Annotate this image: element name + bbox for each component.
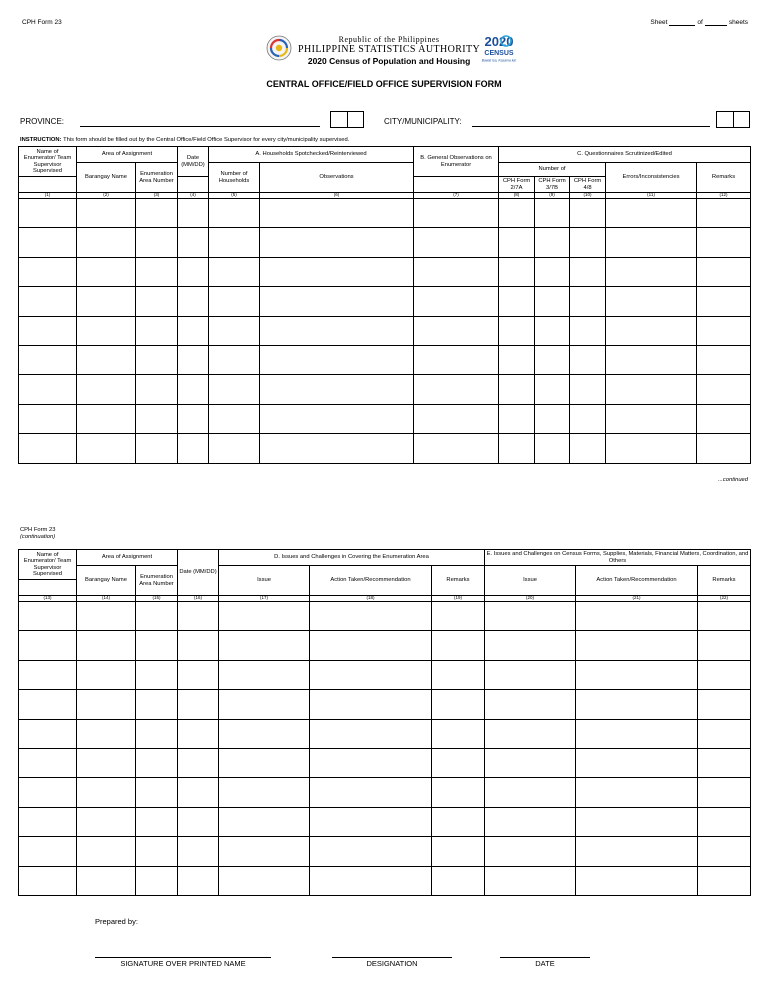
table-cell[interactable]	[432, 807, 485, 836]
table-cell[interactable]	[219, 748, 310, 777]
header-area-of-assignment: Area of Assignment	[77, 147, 178, 163]
city-municipality-field[interactable]	[472, 126, 710, 127]
logo-tagline: Bawat isa, Kasama ka!	[481, 58, 517, 63]
table-cell[interactable]	[178, 631, 219, 660]
table-row	[19, 866, 751, 895]
table-cell[interactable]	[499, 375, 535, 404]
table-cell[interactable]	[576, 690, 698, 719]
table-cell[interactable]	[136, 228, 178, 257]
table-cell[interactable]	[19, 778, 77, 807]
table-cell[interactable]	[698, 719, 751, 748]
continuation-table-body	[19, 602, 751, 896]
table-cell[interactable]	[414, 316, 499, 345]
table-cell[interactable]	[219, 719, 310, 748]
logo-word: CENSUS	[484, 50, 514, 57]
table-row	[19, 719, 751, 748]
table-cell[interactable]	[136, 748, 178, 777]
table-cell[interactable]	[570, 257, 606, 286]
signature-name-label: SIGNATURE OVER PRINTED NAME	[120, 959, 246, 968]
table-cell[interactable]	[77, 719, 136, 748]
table-cell[interactable]	[697, 375, 751, 404]
table-cell[interactable]	[77, 316, 136, 345]
table-cell[interactable]	[77, 228, 136, 257]
table-cell[interactable]	[77, 690, 136, 719]
table-cell[interactable]	[570, 434, 606, 463]
continuation-form-code-text: CPH Form 23	[20, 527, 56, 533]
table-cell[interactable]	[310, 778, 432, 807]
table-cell[interactable]	[219, 807, 310, 836]
designation-field[interactable]	[332, 957, 452, 968]
header-ea-number: Enumeration Area Number	[136, 163, 178, 193]
cont-header-ea-number: Enumeration Area Number	[136, 566, 178, 596]
table-cell[interactable]	[178, 375, 209, 404]
table-cell[interactable]	[136, 660, 178, 689]
table-cell[interactable]	[260, 257, 414, 286]
table-cell[interactable]	[178, 748, 219, 777]
table-cell[interactable]	[698, 631, 751, 660]
table-cell[interactable]	[260, 316, 414, 345]
psa-seal-icon	[266, 35, 292, 61]
table-cell[interactable]	[485, 778, 576, 807]
table-cell[interactable]	[499, 228, 535, 257]
table-cell[interactable]	[77, 287, 136, 316]
instruction-label: INSTRUCTION:	[20, 137, 62, 143]
table-cell[interactable]	[136, 257, 178, 286]
table-cell[interactable]	[310, 660, 432, 689]
designation-label: DESIGNATION	[366, 959, 418, 968]
table-cell[interactable]	[697, 287, 751, 316]
table-cell[interactable]	[209, 404, 260, 433]
table-cell[interactable]	[19, 404, 77, 433]
header-d-action: Action Taken/Recommendation	[310, 566, 432, 596]
table-cell[interactable]	[576, 660, 698, 689]
table-cell[interactable]	[485, 660, 576, 689]
header-general-observations: B. General Observations on Enumerator	[414, 147, 499, 177]
table-cell[interactable]	[19, 228, 77, 257]
sheets-label: sheets	[728, 19, 748, 26]
table-cell[interactable]	[535, 404, 570, 433]
table-cell[interactable]	[178, 434, 209, 463]
table-cell[interactable]	[698, 866, 751, 895]
table-cell[interactable]	[77, 866, 136, 895]
table-cell[interactable]	[576, 778, 698, 807]
table-cell[interactable]	[136, 375, 178, 404]
table-cell[interactable]	[414, 228, 499, 257]
table-cell[interactable]	[485, 719, 576, 748]
table-cell[interactable]	[260, 434, 414, 463]
table-cell[interactable]	[570, 404, 606, 433]
agency-block	[298, 35, 480, 66]
supervision-table	[18, 146, 751, 464]
table-cell[interactable]	[77, 199, 136, 228]
table-cell[interactable]	[414, 345, 499, 374]
table-cell[interactable]	[485, 837, 576, 866]
table-cell[interactable]	[77, 807, 136, 836]
header-errors-inconsistencies: Errors/Inconsistencies	[606, 163, 697, 193]
table-cell[interactable]	[209, 345, 260, 374]
table-cell[interactable]	[219, 631, 310, 660]
table-cell[interactable]	[697, 316, 751, 345]
table-cell[interactable]	[570, 199, 606, 228]
header-cph-form-4-8: CPH Form 4/8	[570, 177, 606, 193]
table-cell[interactable]	[606, 199, 697, 228]
signature-name-field[interactable]	[95, 957, 271, 968]
table-cell[interactable]	[432, 719, 485, 748]
column-number-row: (1) (2) (3) (4) (5) (6) (7) (8) (9) (10) (11) (12)	[19, 193, 751, 199]
table-cell[interactable]	[697, 199, 751, 228]
table-cell[interactable]	[136, 807, 178, 836]
header-e-issue: Issue	[485, 566, 576, 596]
table-cell[interactable]	[136, 631, 178, 660]
table-cell[interactable]	[77, 660, 136, 689]
table-cell[interactable]	[209, 287, 260, 316]
table-cell[interactable]	[178, 807, 219, 836]
table-cell[interactable]	[209, 375, 260, 404]
table-cell[interactable]	[698, 778, 751, 807]
table-cell[interactable]	[178, 602, 219, 631]
table-cell[interactable]	[136, 837, 178, 866]
header-number-of: Number of	[499, 163, 606, 177]
header-e-action: Action Taken/Recommendation	[576, 566, 698, 596]
table-cell[interactable]	[499, 404, 535, 433]
header-issues-census-forms: E. Issues and Challenges on Census Forms, Supplies, Materials, Financial Matters, Coordination, and Others	[485, 550, 751, 566]
table-cell[interactable]	[535, 257, 570, 286]
table-cell[interactable]	[19, 345, 77, 374]
table-cell[interactable]	[209, 316, 260, 345]
table-cell[interactable]	[570, 316, 606, 345]
table-cell[interactable]	[570, 228, 606, 257]
table-cell[interactable]	[697, 404, 751, 433]
city-municipality-label: CITY/MUNICIPALITY:	[384, 117, 462, 126]
table-cell[interactable]	[219, 866, 310, 895]
header-cph-form-2-7a: CPH Form 2/7A	[499, 177, 535, 193]
table-cell[interactable]	[178, 228, 209, 257]
table-cell[interactable]	[136, 199, 178, 228]
table-cell[interactable]	[219, 602, 310, 631]
table-cell[interactable]	[576, 866, 698, 895]
table-cell[interactable]	[19, 866, 77, 895]
table-cell[interactable]	[77, 748, 136, 777]
table-cell[interactable]	[535, 434, 570, 463]
republic-text: Republic of the Philippines	[338, 35, 440, 44]
header-d-remarks: Remarks	[432, 566, 485, 596]
table-cell[interactable]	[535, 345, 570, 374]
table-cell[interactable]	[136, 602, 178, 631]
table-row	[19, 690, 751, 719]
header-d-issue: Issue	[219, 566, 310, 596]
table-cell[interactable]	[77, 631, 136, 660]
table-cell[interactable]	[499, 345, 535, 374]
table-cell[interactable]	[698, 690, 751, 719]
table-cell[interactable]	[19, 199, 77, 228]
table-cell[interactable]	[310, 748, 432, 777]
table-cell[interactable]	[606, 434, 697, 463]
table-cell[interactable]	[19, 375, 77, 404]
table-cell[interactable]	[260, 345, 414, 374]
table-cell[interactable]	[576, 837, 698, 866]
table-cell[interactable]	[310, 602, 432, 631]
table-cell[interactable]	[432, 866, 485, 895]
table-cell[interactable]	[178, 404, 209, 433]
table-cell[interactable]	[178, 837, 219, 866]
table-cell[interactable]	[432, 837, 485, 866]
table-cell[interactable]	[535, 375, 570, 404]
header-remarks: Remarks	[697, 163, 751, 193]
table-cell[interactable]	[178, 866, 219, 895]
sheet-counter	[650, 19, 748, 26]
table-cell[interactable]	[697, 434, 751, 463]
table-cell[interactable]	[606, 228, 697, 257]
instruction-text: This form should be filled out by the Central Office/Field Office Supervisor for every city/municipality supervised.	[63, 137, 350, 143]
table-cell[interactable]	[414, 199, 499, 228]
census-2020-logo-icon	[478, 33, 520, 63]
sheet-number-field[interactable]	[669, 19, 695, 26]
table-cell[interactable]	[432, 778, 485, 807]
table-cell[interactable]	[136, 434, 178, 463]
table-cell[interactable]	[178, 660, 219, 689]
continued-note: ...continued	[718, 477, 748, 483]
table-cell[interactable]	[19, 316, 77, 345]
sheet-label: Sheet	[650, 19, 668, 26]
table-cell[interactable]	[698, 602, 751, 631]
cont-header-area-of-assignment: Area of Assignment	[77, 550, 178, 566]
table-cell[interactable]	[606, 404, 697, 433]
header-questionnaires-scrutinized: C. Questionnaires Scrutinized/Edited	[499, 147, 751, 163]
table-cell[interactable]	[414, 375, 499, 404]
table-cell[interactable]	[606, 257, 697, 286]
table-cell[interactable]	[485, 631, 576, 660]
table-cell[interactable]	[136, 866, 178, 895]
table-cell[interactable]	[697, 345, 751, 374]
table-cell[interactable]	[260, 287, 414, 316]
table-cell[interactable]	[178, 316, 209, 345]
table-row	[19, 807, 751, 836]
table-cell[interactable]	[576, 807, 698, 836]
continuation-table	[18, 549, 751, 896]
form-title: CENTRAL OFFICE/FIELD OFFICE SUPERVISION FORM	[266, 79, 502, 89]
table-cell[interactable]	[432, 631, 485, 660]
cont-header-barangay-name: Barangay Name	[77, 566, 136, 596]
table-cell[interactable]	[178, 199, 209, 228]
table-cell[interactable]	[219, 660, 310, 689]
table-cell[interactable]	[260, 199, 414, 228]
table-cell[interactable]	[310, 690, 432, 719]
table-cell[interactable]	[310, 807, 432, 836]
table-cell[interactable]	[570, 345, 606, 374]
table-cell[interactable]	[414, 257, 499, 286]
table-cell[interactable]	[576, 719, 698, 748]
table-cell[interactable]	[19, 434, 77, 463]
city-code-boxes[interactable]	[716, 111, 750, 128]
header-cph-form-3-7b: CPH Form 3/7B	[535, 177, 570, 193]
header-observations: Observations	[260, 163, 414, 193]
table-cell[interactable]	[19, 631, 77, 660]
total-sheets-field[interactable]	[705, 19, 727, 26]
table-row	[19, 345, 751, 374]
table-cell[interactable]	[310, 719, 432, 748]
table-cell[interactable]	[136, 778, 178, 807]
table-row	[19, 631, 751, 660]
table-cell[interactable]	[19, 807, 77, 836]
table-cell[interactable]	[19, 287, 77, 316]
table-cell[interactable]	[499, 316, 535, 345]
cont-header-date: Date (MM/DD)	[178, 550, 219, 596]
table-cell[interactable]	[606, 316, 697, 345]
table-cell[interactable]	[136, 316, 178, 345]
table-cell[interactable]	[698, 837, 751, 866]
table-cell[interactable]	[219, 837, 310, 866]
table-cell[interactable]	[499, 434, 535, 463]
table-cell[interactable]	[432, 748, 485, 777]
table-row	[19, 257, 751, 286]
province-code-boxes[interactable]	[330, 111, 364, 128]
table-cell[interactable]	[19, 602, 77, 631]
table-cell[interactable]	[606, 287, 697, 316]
table-row	[19, 199, 751, 228]
table-cell[interactable]	[499, 199, 535, 228]
table-cell[interactable]	[209, 434, 260, 463]
table-cell[interactable]	[178, 690, 219, 719]
table-cell[interactable]	[209, 228, 260, 257]
table-cell[interactable]	[698, 660, 751, 689]
table-cell[interactable]	[19, 837, 77, 866]
table-cell[interactable]	[77, 404, 136, 433]
table-cell[interactable]	[19, 748, 77, 777]
table-row	[19, 602, 751, 631]
table-cell[interactable]	[77, 375, 136, 404]
table-cell[interactable]	[606, 375, 697, 404]
header-date: Date (MM/DD)	[178, 147, 209, 177]
table-row	[19, 778, 751, 807]
table-cell[interactable]	[697, 228, 751, 257]
table-cell[interactable]	[535, 199, 570, 228]
table-row	[19, 375, 751, 404]
table-cell[interactable]	[485, 866, 576, 895]
table-cell[interactable]	[260, 375, 414, 404]
instruction	[20, 137, 349, 143]
table-cell[interactable]	[136, 287, 178, 316]
table-cell[interactable]	[19, 690, 77, 719]
header-name-supervised: Name of Enumerator/ Team Supervisor Supervised	[19, 147, 77, 177]
continuation-form-code	[20, 527, 55, 541]
table-cell[interactable]	[178, 345, 209, 374]
table-cell[interactable]	[209, 257, 260, 286]
table-cell[interactable]	[499, 257, 535, 286]
table-cell[interactable]	[178, 719, 219, 748]
header-households-spotchecked: A. Households Spotchecked/Reinterviewed	[209, 147, 414, 163]
prepared-by-label: Prepared by:	[95, 917, 138, 926]
table-cell[interactable]	[77, 837, 136, 866]
table-cell[interactable]	[219, 778, 310, 807]
table-cell[interactable]	[178, 778, 219, 807]
of-label: of	[697, 19, 703, 26]
table-row	[19, 404, 751, 433]
table-cell[interactable]	[178, 257, 209, 286]
table-cell[interactable]	[570, 287, 606, 316]
table-cell[interactable]	[219, 690, 310, 719]
table-row	[19, 316, 751, 345]
table-cell[interactable]	[485, 748, 576, 777]
table-row	[19, 228, 751, 257]
table-cell[interactable]	[136, 345, 178, 374]
header-e-remarks: Remarks	[698, 566, 751, 596]
header-issues-enumeration-area: D. Issues and Challenges in Covering the Enumeration Area	[219, 550, 485, 566]
table-row	[19, 434, 751, 463]
table-cell[interactable]	[77, 434, 136, 463]
agency-name: PHILIPPINE STATISTICS AUTHORITY	[298, 44, 481, 55]
table-cell[interactable]	[485, 807, 576, 836]
form-code: CPH Form 23	[22, 19, 62, 26]
date-label: DATE	[535, 959, 555, 968]
table-cell[interactable]	[209, 199, 260, 228]
supervision-table-body	[19, 199, 751, 464]
table-cell[interactable]	[432, 602, 485, 631]
table-cell[interactable]	[432, 660, 485, 689]
table-cell[interactable]	[310, 866, 432, 895]
table-cell[interactable]	[310, 631, 432, 660]
header-number-of-households: Number of Households	[209, 163, 260, 193]
cont-column-number-row: (13) (14) (15) (16) (17) (18) (19) (20) (21) (22)	[19, 596, 751, 602]
header-barangay-name: Barangay Name	[77, 163, 136, 193]
table-cell[interactable]	[414, 404, 499, 433]
table-row	[19, 287, 751, 316]
table-cell[interactable]	[576, 748, 698, 777]
table-cell[interactable]	[698, 807, 751, 836]
table-cell[interactable]	[485, 690, 576, 719]
table-cell[interactable]	[570, 375, 606, 404]
table-cell[interactable]	[535, 287, 570, 316]
table-cell[interactable]	[576, 602, 698, 631]
logo-year: 2020	[484, 34, 514, 49]
table-cell[interactable]	[499, 287, 535, 316]
table-row	[19, 748, 751, 777]
table-row	[19, 660, 751, 689]
table-cell[interactable]	[606, 345, 697, 374]
continuation-subtitle: (continuation)	[20, 533, 56, 540]
table-cell[interactable]	[535, 316, 570, 345]
table-cell[interactable]	[19, 719, 77, 748]
table-cell[interactable]	[535, 228, 570, 257]
table-cell[interactable]	[77, 778, 136, 807]
census-title: 2020 Census of Population and Housing	[307, 56, 471, 66]
table-cell[interactable]	[136, 690, 178, 719]
province-label: PROVINCE:	[20, 117, 65, 126]
table-cell[interactable]	[414, 287, 499, 316]
table-cell[interactable]	[77, 257, 136, 286]
province-field[interactable]	[80, 126, 320, 127]
table-cell[interactable]	[260, 404, 414, 433]
table-cell[interactable]	[414, 434, 499, 463]
table-cell[interactable]	[136, 404, 178, 433]
table-cell[interactable]	[576, 631, 698, 660]
table-cell[interactable]	[432, 690, 485, 719]
table-row	[19, 837, 751, 866]
table-cell[interactable]	[136, 719, 178, 748]
cont-header-name-supervised: Name of Enumerator/ Team Supervisor Supervised	[19, 550, 77, 580]
table-cell[interactable]	[77, 345, 136, 374]
table-cell[interactable]	[260, 228, 414, 257]
table-cell[interactable]	[698, 748, 751, 777]
date-field[interactable]	[500, 957, 590, 968]
table-cell[interactable]	[310, 837, 432, 866]
table-cell[interactable]	[19, 660, 77, 689]
table-cell[interactable]	[19, 257, 77, 286]
table-cell[interactable]	[485, 602, 576, 631]
table-cell[interactable]	[697, 257, 751, 286]
table-cell[interactable]	[77, 602, 136, 631]
table-cell[interactable]	[178, 287, 209, 316]
